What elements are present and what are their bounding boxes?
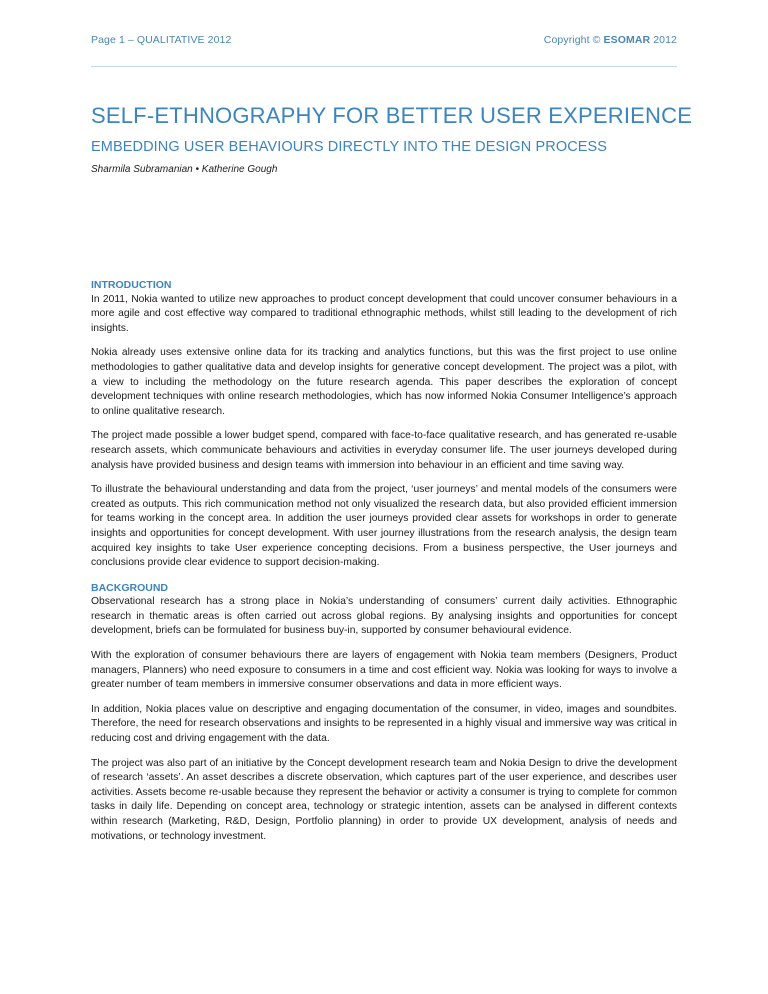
copyright-brand: ESOMAR xyxy=(603,34,651,46)
copyright-notice xyxy=(544,34,677,46)
paragraph: With the exploration of consumer behaviours there are layers of engagement with Nokia team members (Designers, Product managers, Planners) who need exposure to consumers in a time and cost efficient way. Nokia was looking for ways to involve a greater number of team members in immersive consumer observations and data in more efficient ways. xyxy=(91,650,677,691)
paragraph: To illustrate the behavioural understanding and data from the project, ‘user journeys’ and mental models of the consumers were created as outputs. This rich communication method not only visualized the research data, but also provided efficient immersion for teams working in the concept area. In addition the user journeys provided clear assets for workshops in order to generate insights and opportunities for concept development. With user journey illustrations from the research analysis, the design team acquired key insights to take User experience concepting decisions. From a business perspective, the User journeys and conclusions provide clear evidence to support decision-making. xyxy=(91,484,677,569)
paragraph: Observational research has a strong place in Nokia’s understanding of consumers’ current daily activities. Ethnographic research in thematic areas is often carried out across global regions. By analysing insights and opportunities for concept development, briefs can be formulated for business buy-in, supported by consumer behavioural evidence. xyxy=(91,596,677,637)
page-header xyxy=(91,34,677,50)
document-body xyxy=(91,278,677,854)
paragraph: The project made possible a lower budget spend, compared with face-to-face qualitative research, and has generated re-usable research assets, which communicate behaviours and activities in everyday consumer life. The user journeys developed during analysis have provided business and design teams with immersion into behaviour in an efficient and time saving way. xyxy=(91,430,677,471)
copyright-year: 2012 xyxy=(653,34,677,46)
copyright-prefix: Copyright © xyxy=(543,34,601,46)
paragraph: In addition, Nokia places value on descriptive and engaging documentation of the consumer, in video, images and soundbites. Therefore, the need for research observations and insights to be represented in a highly visual and immersive way was critical in reducing cost and driving engagement with the data. xyxy=(91,703,677,745)
page-subtitle: EMBEDDING USER BEHAVIOURS DIRECTLY INTO THE DESIGN PROCESS xyxy=(91,139,608,155)
paragraph: Nokia already uses extensive online data for its tracking and analytics functions, but this was the first project to use online methodologies to gather qualitative data and develop insights for generative concept development. The project was a pilot, with a view to including the methodology on the future research agenda. This paper describes the exploration of concept development techniques with online research methodologies, which has now informed Nokia Consumer Intelligence’s approach to online qualitative research. xyxy=(91,347,677,417)
authors-line: Sharmila Subramanian • Katherine Gough xyxy=(91,164,278,175)
page-title: SELF-ETHNOGRAPHY FOR BETTER USER EXPERIENCE xyxy=(91,103,693,128)
header-divider xyxy=(91,66,677,67)
section-heading-background: BACKGROUND xyxy=(91,581,168,594)
paragraph: In 2011, Nokia wanted to utilize new approaches to product concept development that could uncover consumer behaviours in a more agile and cost effective way compared to traditional ethnographic methods, whilst still leading to the development of rich insights. xyxy=(91,293,677,334)
page-number-label: Page 1 – QUALITATIVE 2012 xyxy=(91,34,232,46)
section-heading-introduction: INTRODUCTION xyxy=(91,279,172,291)
paragraph: The project was also part of an initiative by the Concept development research team and Nokia Design to drive the development of research ‘assets’. An asset describes a discrete observation, which captures part of the user experience, and describes user activities. Assets become re-usable because they represent the behavior or activity a consumer is trying to complete for common tasks in daily life. Depending on concept area, technology or strategic intention, assets can be analysed in different contexts within research (Marketing, R&D, Design, Portfolio planning) in order to provide UX development, analysis of needs and motivations, or technology investment. xyxy=(91,757,677,842)
